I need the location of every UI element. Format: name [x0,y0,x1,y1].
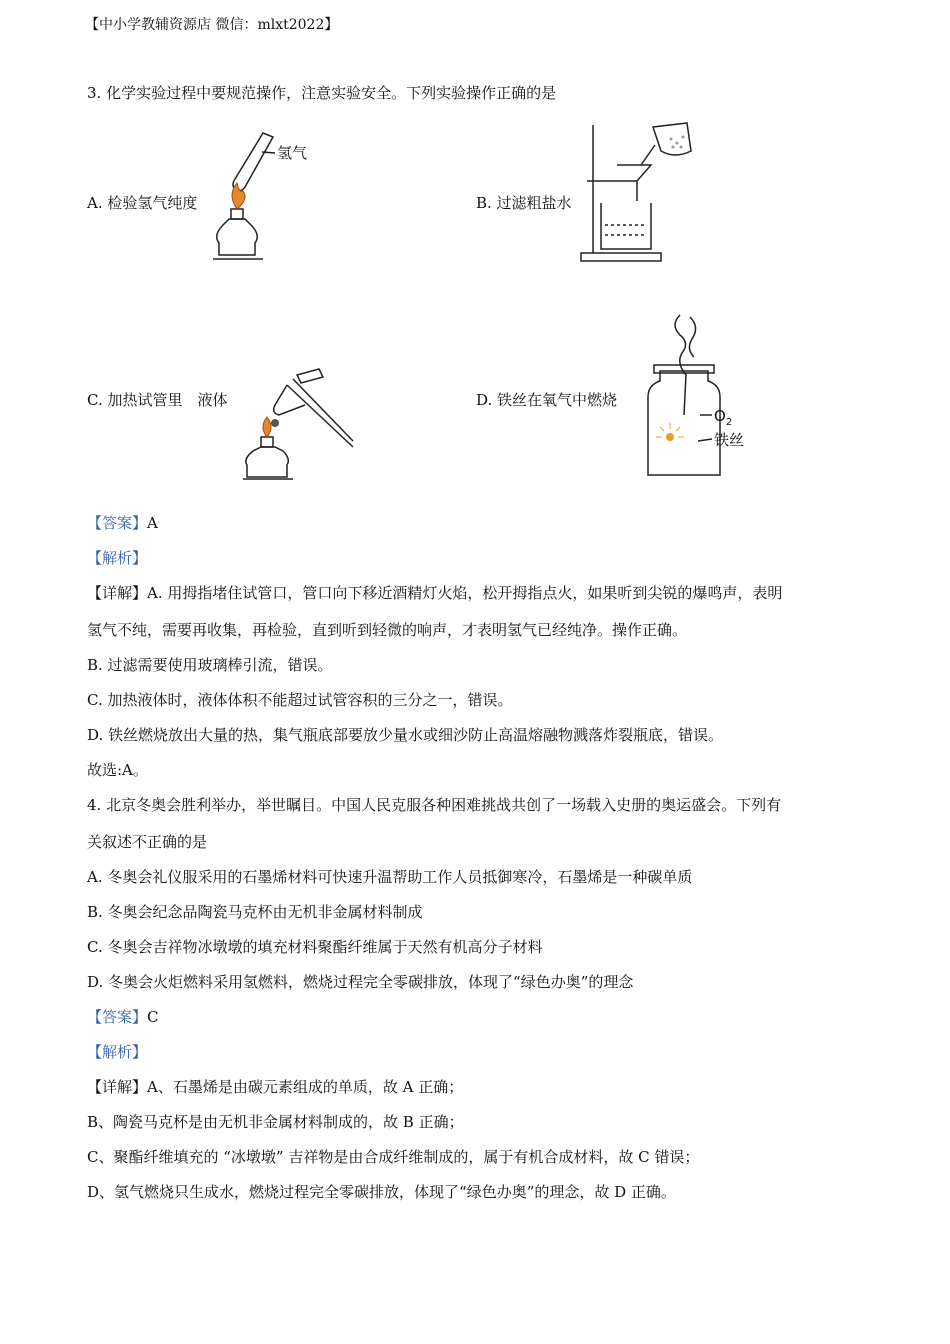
q4-option-a: A. 冬奥会礼仪服采用的石墨烯材料可快速升温帮助工作人员抵御寒冷，石墨烯是一种碳单质 [87,868,693,886]
label-o2: O [714,407,726,425]
q3-detail-line-5: D. 铁丝燃烧放出大量的热，集气瓶底部要放少量水或细沙防止高温熔融物溅落炸裂瓶底，错误。 [87,726,724,744]
q4-stem-line-1: 4. 北京冬奥会胜利举办，举世瞩目。中国人民克服各种困难挑战共创了一场载入史册的奥运盛会。下列有 [87,796,782,814]
q3-detail-line-3: B. 过滤需要使用玻璃棒引流，错误。 [87,656,333,674]
q3-option-a: A. 检验氢气纯度 [87,194,198,212]
q3-detail-tag: 【详解】 [87,584,148,602]
label-iron-wire: 铁丝 [714,431,745,449]
q4-detail-line-4: D、氢气燃烧只生成水，燃烧过程完全零碳排放，体现了“绿色办奥”的理念，故 D 正确。 [87,1183,676,1201]
q3-option-c: C. 加热试管里 液体 [87,391,228,409]
q4-option-b: B. 冬奥会纪念品陶瓷马克杯由无机非金属材料制成 [87,903,423,921]
q4-answer-line [87,1006,159,1027]
figure-heating-liquid [235,365,360,485]
q4-answer-tag: 【答案】 [87,1008,148,1026]
page-header: 【中小学教辅资源店 微信：mlxt2022】 [85,17,339,33]
q3-detail-line-1: 【详解】A. 用拇指堵住试管口，管口向下移近酒精灯火焰，松开拇指点火，如果听到尖锐的爆鸣声，表明 [87,584,783,602]
label-o2-subscript: 2 [725,417,733,428]
svg-text:O2 [714,407,732,428]
q3-detail-line-2: 氢气不纯，需要再收集，再检验，直到听到轻微的响声，才表明氢气已经纯净。操作正确。 [87,621,688,639]
q4-option-d: D. 冬奥会火炬燃料采用氢燃料，燃烧过程完全零碳排放，体现了“绿色办奥”的理念 [87,973,634,991]
q3-analysis-tag: 【解析】 [87,549,148,567]
q4-detail-tag: 【详解】 [87,1078,148,1096]
q4-option-c: C. 冬奥会吉祥物冰墩墩的填充材料聚酯纤维属于天然有机高分子材料 [87,938,543,956]
q3-conclusion: 故选:A。 [87,761,148,779]
q3-answer: A [147,514,158,532]
figure-hydrogen-test [205,125,315,265]
q4-detail-line-1: 【详解】A、石墨烯是由碳元素组成的单质，故 A 正确； [87,1078,464,1096]
q4-detail-line-3: C、聚酯纤维填充的 “冰墩墩” 吉祥物是由合成纤维制成的，属于有机合成材料，故 C 错误； [87,1148,700,1166]
q3-option-d: D. 铁丝在氧气中燃烧 [476,391,618,409]
q4-answer: C [147,1008,159,1026]
label-hydrogen: 氢气 [277,144,308,162]
q3-answer-tag: 【答案】 [87,514,148,532]
figure-filtration [575,115,700,265]
q3-option-b: B. 过滤粗盐水 [476,194,572,212]
q3-answer-line [87,512,158,533]
q4-analysis-tag: 【解析】 [87,1043,148,1061]
q4-stem-line-2: 关叙述不正确的是 [87,833,208,851]
q4-detail-line-2: B、陶瓷马克杯是由无机非金属材料制成的，故 B 正确； [87,1113,464,1131]
q3-detail-line-4: C. 加热液体时，液体体积不能超过试管容积的三分之一，错误。 [87,691,513,709]
figure-iron-combustion [640,305,760,485]
q3-stem: 3. 化学实验过程中要规范操作，注意实验安全。下列实验操作正确的是 [87,84,557,102]
